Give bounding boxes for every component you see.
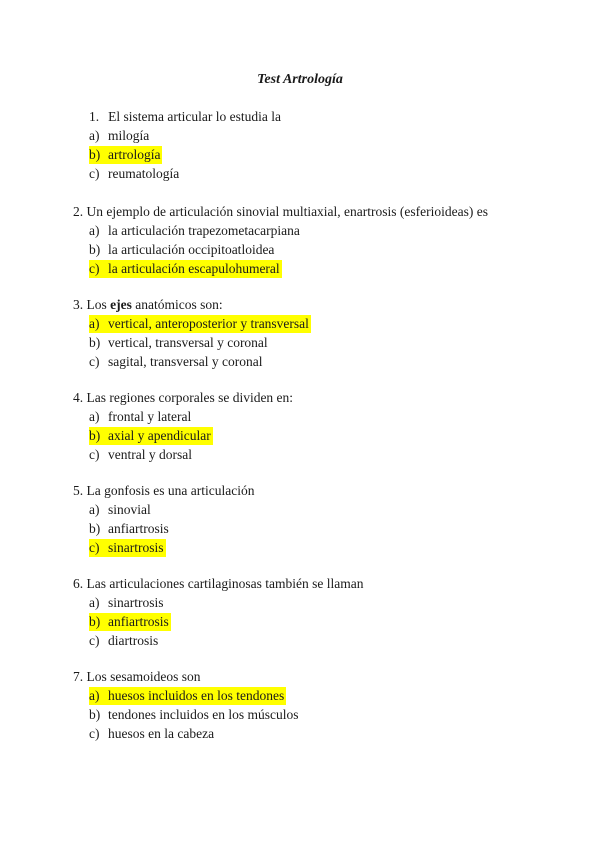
option-text: la articulación escapulohumeral [108, 261, 280, 276]
option-letter: b) [89, 428, 101, 443]
option-a [89, 501, 153, 519]
question-label-bold: ejes [110, 297, 132, 312]
question-text [73, 203, 488, 221]
option-c [89, 725, 216, 743]
option-a [89, 222, 302, 240]
option-letter: b) [89, 521, 101, 536]
option-a [89, 127, 151, 145]
question-label: Los sesamoideos son [86, 669, 201, 684]
option-a [89, 594, 166, 612]
question-label: Las regiones corporales se dividen en: [86, 390, 294, 405]
question-number: 3. [73, 297, 84, 312]
option-c [89, 632, 160, 650]
option-letter: b) [89, 614, 101, 629]
question-label-start: Los [86, 297, 111, 312]
option-letter: b) [89, 335, 101, 350]
question-number: 2. [73, 204, 84, 219]
option-letter: a) [89, 128, 100, 143]
option-text: la articulación occipitoatloidea [108, 242, 275, 257]
question-number: 1. [89, 109, 100, 124]
question-number: 6. [73, 576, 84, 591]
question-label: La gonfosis es una articulación [86, 483, 255, 498]
question-text [73, 482, 254, 500]
question-label: El sistema articular lo estudia la [108, 109, 281, 124]
question-text [73, 389, 293, 407]
option-text: diartrosis [108, 633, 159, 648]
question-label: Un ejemplo de articulación sinovial multiaxial, enartrosis (esferioideas) es [86, 204, 488, 219]
option-c-correct [89, 539, 166, 557]
option-b [89, 241, 276, 259]
option-letter: c) [89, 447, 100, 462]
option-b [89, 706, 300, 724]
option-text: anfiartrosis [108, 521, 169, 536]
question-number: 4. [73, 390, 84, 405]
option-b-correct [89, 613, 171, 631]
option-letter: c) [89, 166, 100, 181]
option-text: sagital, transversal y coronal [108, 354, 263, 369]
option-text: axial y apendicular [108, 428, 211, 443]
question-text [73, 296, 223, 314]
option-c-correct [89, 260, 282, 278]
option-b-correct [89, 427, 213, 445]
option-text: sinartrosis [108, 540, 164, 555]
option-a-correct [89, 687, 286, 705]
option-letter: a) [89, 595, 100, 610]
question-text [73, 575, 364, 593]
option-letter: c) [89, 354, 100, 369]
option-letter: b) [89, 147, 101, 162]
option-letter: a) [89, 409, 100, 424]
option-letter: a) [89, 223, 100, 238]
option-a [89, 408, 193, 426]
option-letter: a) [89, 502, 100, 517]
question-label-end: anatómicos son: [131, 297, 223, 312]
option-text: sinovial [108, 502, 151, 517]
option-text: la articulación trapezometacarpiana [108, 223, 300, 238]
question-text [73, 668, 201, 686]
option-b [89, 334, 270, 352]
option-c [89, 165, 181, 183]
option-text: artrología [108, 147, 161, 162]
option-text: sinartrosis [108, 595, 164, 610]
question-label: Las articulaciones cartilaginosas también se llaman [86, 576, 364, 591]
option-text: milogía [108, 128, 150, 143]
option-text: tendones incluidos en los músculos [108, 707, 299, 722]
option-text: vertical, anteroposterior y transversal [108, 316, 309, 331]
option-letter: b) [89, 242, 101, 257]
option-c [89, 446, 194, 464]
option-b-correct [89, 146, 162, 164]
option-c [89, 353, 264, 371]
option-a-correct [89, 315, 311, 333]
option-text: huesos incluidos en los tendones [108, 688, 285, 703]
option-text: vertical, transversal y coronal [108, 335, 268, 350]
option-letter: b) [89, 707, 101, 722]
option-letter: a) [89, 688, 100, 703]
option-text: anfiartrosis [108, 614, 169, 629]
option-letter: c) [89, 633, 100, 648]
option-b [89, 520, 171, 538]
option-text: huesos en la cabeza [108, 726, 215, 741]
question-text [89, 108, 281, 126]
option-letter: a) [89, 316, 100, 331]
option-letter: c) [89, 540, 100, 555]
option-text: frontal y lateral [108, 409, 192, 424]
option-letter: c) [89, 726, 100, 741]
option-letter: c) [89, 261, 100, 276]
document-title: Test Artrología [257, 72, 343, 87]
question-number: 7. [73, 669, 84, 684]
option-text: reumatología [108, 166, 180, 181]
option-text: ventral y dorsal [108, 447, 192, 462]
question-number: 5. [73, 483, 84, 498]
